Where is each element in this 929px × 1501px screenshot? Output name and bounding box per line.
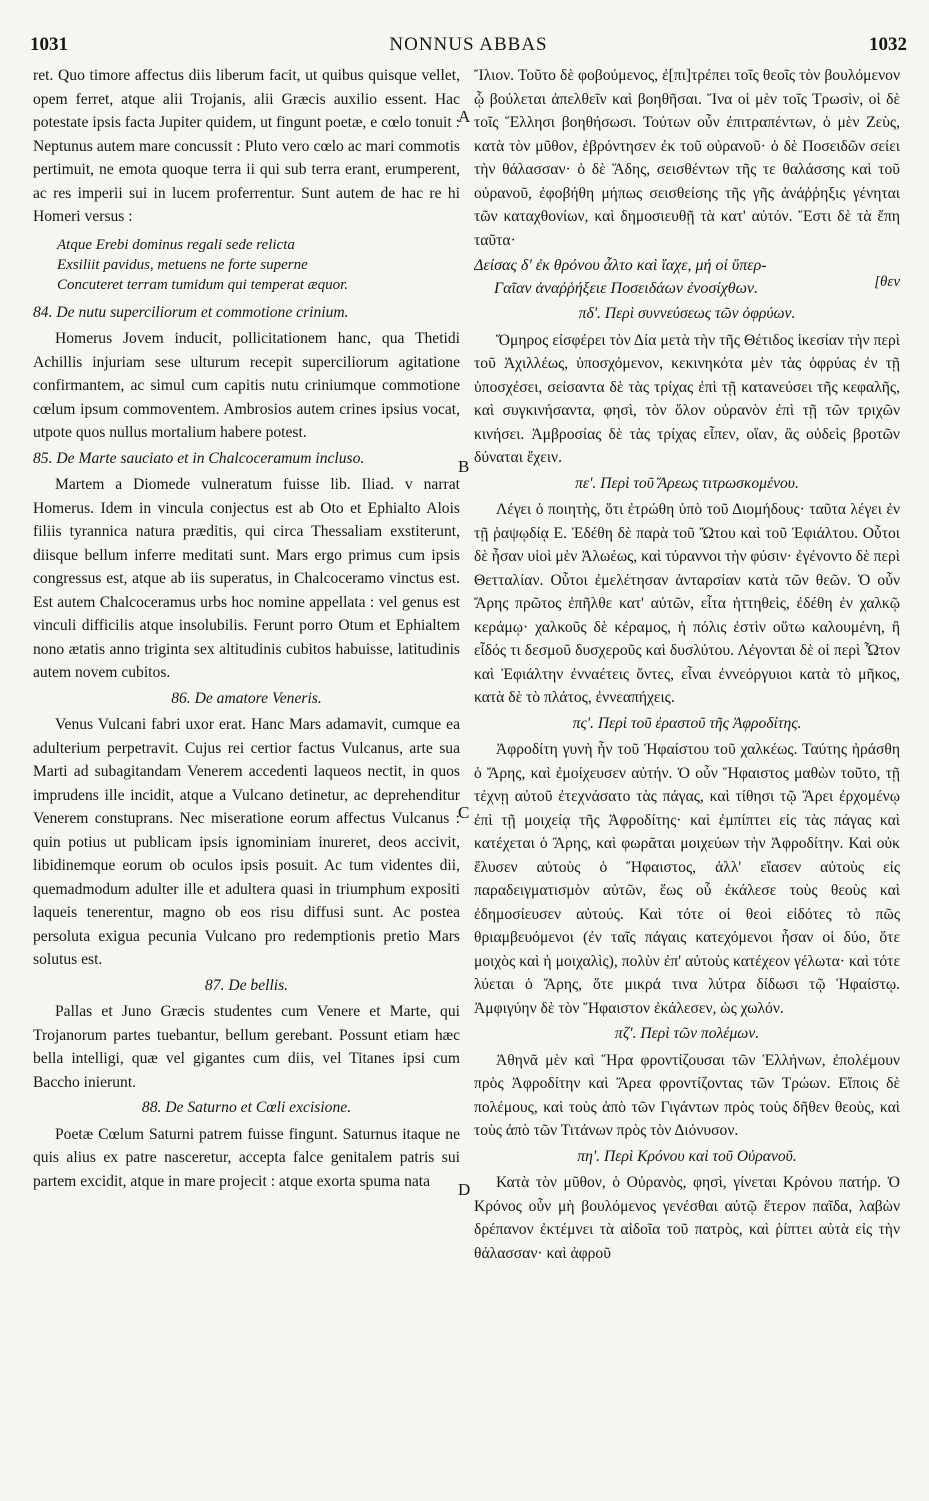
latin-heading-86: 86. De amatore Veneris. (171, 689, 322, 707)
greek-column (474, 64, 900, 1265)
latin-heading-85: 85. De Marte sauciato et in Chalcoceramum incluso. (33, 449, 365, 467)
greek-verse-line: Δείσας δ' ἐκ θρόνου ἆλτο καὶ ἴαχε, μή οἱ ὕπερ- (474, 257, 767, 274)
greek-heading-84: πδ'. Περὶ συννεύσεως τῶν ὀφρύων. (578, 305, 796, 322)
latin-column (33, 64, 460, 1193)
greek-heading-86: πς'. Περὶ τοῦ ἐραστοῦ τῆς Ἀφροδίτης. (572, 714, 802, 732)
latin-paragraph-86: Venus Vulcani fabri uxor erat. Hanc Mars adamavit, cumque ea adulterium perpetravit. Cujus rei certior factus Vulcanus, arte sua Marti ad subagitandam Venerem accedenti laqueos nectit, in quos imprudens ille incidit, atque a Vulcano detinetur, ac deprehenditur Venerem constuprans. Nec miseratione eorum affectus Vulcanus : quin potius ut publicam ipsis ignominiam inureret, deos accivit, libidinemque eorum ob oculos ipsis posuit. Ac tum videntes dii, quemadmodum adulter ille et adultera quasi in triumphum expositi laqueis tenerentur, magno ob eos risu diffusi sunt. Ac postea persoluta exigua pecunia Vulcano pro redemptionis pretio Mars solutus est. (33, 716, 460, 968)
latin-heading-84: 84. De nutu superciliorum et commotione crinium. (33, 303, 349, 321)
greek-paragraph-86: Ἀφροδίτη γυνὴ ἦν τοῦ Ἡφαίστου τοῦ χαλκέως. Ταύτης ἠράσθη ὁ Ἄρης, καὶ ἐμοίχευσεν αὐτήν. Ὁ οὖν Ἥφαιστος μαθὼν τοῦτο, τῇ τέχνῃ αὐτοῦ ἐτεχνάσατο τὰς πάγας, καὶ τίθησι τῷ Ἄρει ἐρχομένῳ ἐπὶ τῇ μοιχείᾳ τῆς Ἀφροδίτης· καὶ ἐμπίπτει εἰς τὰς πάγας καὶ κατέχεται ὁ Ἄρης, καὶ φωρᾶται μοιχεύων τὴν Ἀφροδίτην. Καὶ οὐκ ἔλυσεν αὐτοὺς ὁ Ἥφαιστος, ἀλλ' εἴασεν αὐτοὺς εἰς παραδειγματισμὸν αὐτῶν, ἕως οὗ ἐκάλεσε τοὺς θεοὺς καὶ ἐδημοσίευσεν αὐτούς. Καὶ τότε οἱ θεοὶ εἰδότες τὸ πῶς θριαμβευόμενοι (ἐν ταῖς πάγαις κατεχόμενοι ἦσαν οἱ δύο, ὅτε μοιχὸς καὶ ἡ μοιχαλὶς), πολὺν ἐπ' αὐτοὺς κατέχεον γέλωτα· καὶ τότε λύεται ὁ Ἄρης, ὅτε μικρά τινα λύτρα δίδωσι τῷ Ἡφαίστῳ. Ἀμφιγύην δὲ τὸν Ἥφαιστον ἐκάλεσεν, ὡς χωλόν. (474, 741, 900, 1017)
latin-paragraph-85: Martem a Diomede vulneratum fuisse lib. Iliad. v narrat Homerus. Idem in vincula conjectus est ab Oto et Ephialto Alois filiis tyrannica natura præditis, qui circa Thessaliam exstiterunt, diisque bellum inferre meditati sunt. Mars ergo primus cum ipsis congressus est, atque ab iis superatus, in Chalcoceramo vinctus est. Est autem Chalcoceramus urbs hoc nomine appellata : vel genus est vinculi difficilis atque insolubilis. Ferunt porro Otum et Ephialtem nono ætatis anno triginta sex altitudinis cubitos habuisse, latitudinis autem novem cubitos. (33, 476, 460, 681)
greek-verse-continuation: [θεν (874, 274, 900, 290)
latin-paragraph-88: Poetæ Cœlum Saturni patrem fuisse fingunt. Saturnus itaque ne quis alius ex patre nasceretur, accepta falce genitalem patris sui partem excidit, atque in mare projecit : atque exorta spuma nata (33, 1125, 460, 1190)
margin-marker-b: B (458, 457, 470, 476)
greek-verse-text: Γαῖαν ἀναῤῥήξειε Ποσειδάων ἐνοσίχθων. (494, 280, 759, 297)
greek-paragraph-88: Κατὰ τὸν μῦθον, ὁ Οὐρανὸς, φησὶ, γίνεται Κρόνου πατήρ. Ὁ Κρόνος οὖν μὴ βουλόμενος γενέσθαι αὐτῷ ἕτερον παῖδα, λαβὼν δρέπανον ἐκτέμνει τὰ αἰδοῖα τοῦ πατρὸς, καὶ ῥίπτει αὐτὰ εἰς τὴν θάλασσαν· καὶ ἀφροῦ (474, 1174, 900, 1262)
margin-marker-c: C (458, 803, 470, 822)
margin-marker-d: D (458, 1180, 471, 1199)
latin-verse-block (57, 235, 460, 295)
greek-heading-88: πη'. Περὶ Κρόνου καὶ τοῦ Οὐρανοῦ. (577, 1147, 797, 1165)
margin-marker-a: A (458, 107, 471, 126)
greek-paragraph-84: Ὅμηρος εἰσφέρει τὸν Δία μετὰ τὴν τῆς Θέτιδος ἱκεσίαν τὴν περὶ τοῦ Ἀχιλλέως, ὑποσχόμενον, κεκινηκότα μὲν τὰς ὀφρύας ἐν τῇ ὑποσχέσει, σείσαντα δὲ τὰς τρίχας ἐπὶ τῇ κατανεύσει τῆς κεφαλῆς, καὶ συγκινήσαντα, φησὶ, τὸν ὅλον οὐρανὸν ἐπὶ τῇ τῶν τριχῶν κινήσει. Ἀμβροσίας δὲ τὰς τρίχας εἶπεν, οἵαν, ἃς οὐδεὶς βροτῶν δύναται ἔχειν. (474, 331, 900, 466)
latin-paragraph-87: Pallas et Juno Græcis studentes cum Venere et Marte, qui Trojanorum partes tuebantur, bellum gerebant. Possunt etiam hæc bella intelligi, quæ vel gigantes cum diis, vel Titanes ipsi cum Baccho inierunt. (33, 1003, 460, 1091)
latin-verse-line: Atque Erebi dominus regali sede relicta (57, 236, 295, 253)
page-header (30, 34, 907, 60)
latin-heading-87: 87. De bellis. (204, 976, 289, 994)
page-number-left: 1031 (30, 34, 68, 55)
running-title: NONNUS ABBAS (389, 34, 548, 55)
greek-heading-85: πε'. Περὶ τοῦ Ἄρεως τιτρωσκομένου. (575, 474, 799, 492)
latin-heading-88: 88. De Saturno et Cœli excisione. (141, 1099, 352, 1116)
latin-verse-line: Exsiliit pavidus, metuens ne forte superne (57, 256, 308, 273)
greek-paragraph-87: Ἀθηνᾶ μὲν καὶ Ἥρα φροντίζουσαι τῶν Ἑλλήνων, ἐπολέμουν πρὸς Ἀφροδίτην καὶ Ἄρεα φροντίζοντας τῶν Τρώων. Εἴποις δὲ πολέμους, καὶ τοὺς ἀπὸ τῶν Γιγάντων πρὸς τοὺς δῆθεν θεοὺς, καὶ τοὺς ἀπὸ τῶν Τιτάνων πρὸς τὸν Διόνυσον. (474, 1051, 900, 1139)
greek-heading-87: πζ'. Περὶ τῶν πολέμων. (614, 1025, 760, 1042)
page-number-right: 1032 (869, 34, 907, 55)
latin-verse-line: Concuteret terram tumidum qui temperat æquor. (57, 276, 349, 293)
greek-paragraph-85: Λέγει ὁ ποιητὴς, ὅτι ἐτρώθη ὑπὸ τοῦ Διομήδους· ταῦτα λέγει ἐν τῇ ῥαψῳδίᾳ Ε. Ἐδέθη δὲ παρὰ τοῦ Ὤτου καὶ τοῦ Ἐφιάλτου. Οὗτοι δὲ ἦσαν υἱοὶ μὲν Ἀλωέως, καὶ τύραννοι τὴν φύσιν· ἐγένοντο δὲ περὶ Θετταλίαν. Οὗτοι ἐμελέτησαν ἀνταρσίαν κατὰ τῶν θεῶν. Ὁ οὖν Ἄρης πρῶτος ἐπῆλθε κατ' αὐτῶν, εἶτα ἡττηθεὶς, ἐδέθη ἐν χαλκῷ κεράμῳ· χαλκοῦς δὲ κέραμος, ἡ πόλις ἐστὶν οὕτω καλουμένη, ἢ εἶδός τι δεσμοῦ δυσχεροῦς καὶ δυσλύτου. Λέγονται δὲ οἱ περὶ Ὦτον καὶ Ἐφιάλτην ἐνναέτεις ὄντες, εἶναι ἐννεόργυιοι κατὰ τὸ μῆκος, κατὰ δὲ τὸ πλάτος, ἐννεαπήχεις. (474, 501, 900, 706)
greek-intro-paragraph: Ἴλιον. Τοῦτο δὲ φοβούμενος, ἐ[πι]τρέπει τοῖς θεοῖς τὸν βουλόμενον ᾧ βούλεται ἀπελθεῖν καὶ βοηθῆσαι. Ἵνα οἱ μὲν τοῖς Τρωσὶν, οἱ δὲ τοῖς Ἕλλησι βοηθήσωσι. Τούτων οὖν ἐπιτραπέντων, ὁ μὲν Ζεὺς, κατὰ τὸν μῦθον, ἐβρόντησεν ἐκ τοῦ οὐρανοῦ· ὁ δὲ Ποσειδῶν σείει τὴν θάλασσαν· ὁ δὲ Ἅδης, σεισθέντων τῆς τε θαλάσσης καὶ τοῦ οὐρανοῦ, ἐφοβήθη μήπως σεισθείσης τῆς γῆς ἀνάῤῥηξις γένηται τῶν καταχθονίων, καὶ δημοσιευθῇ τὰ κατ' αὐτόν. Ἔστι δὲ τὰ ἔπη ταῦτα· (474, 67, 900, 249)
greek-verse-block (474, 254, 900, 300)
latin-paragraph-84: Homerus Jovem inducit, pollicitationem hanc, qua Thetidi Achillis injuriam sese ulturum recepit superciliorum agitatione confirmantem, ac simul cum capitis nutu criniumque commotione cœlum ipsum commoventem. Ambrosios autem crines ipsius vocat, utpote quos nullus mortalium habere potest. (33, 330, 460, 441)
greek-verse-line (474, 274, 900, 300)
latin-intro-paragraph: ret. Quo timore affectus diis liberum facit, ut quibus quisque vellet, opem ferret, atque alii Trojanis, alii Græcis auxilio essent. Hac potestate ipsis facta Jupiter quidem, ut fingunt poetæ, e cœlo tonuit : Neptunus autem mare concussit : Pluto vero cœlo ac mari commotis pertimuit, ne emota quoque terra ii qui sub terra erant, erumperent, ac res imperii sui in lucem proferrentur. Sunt autem de hac re hi Homeri versus : (33, 67, 460, 225)
